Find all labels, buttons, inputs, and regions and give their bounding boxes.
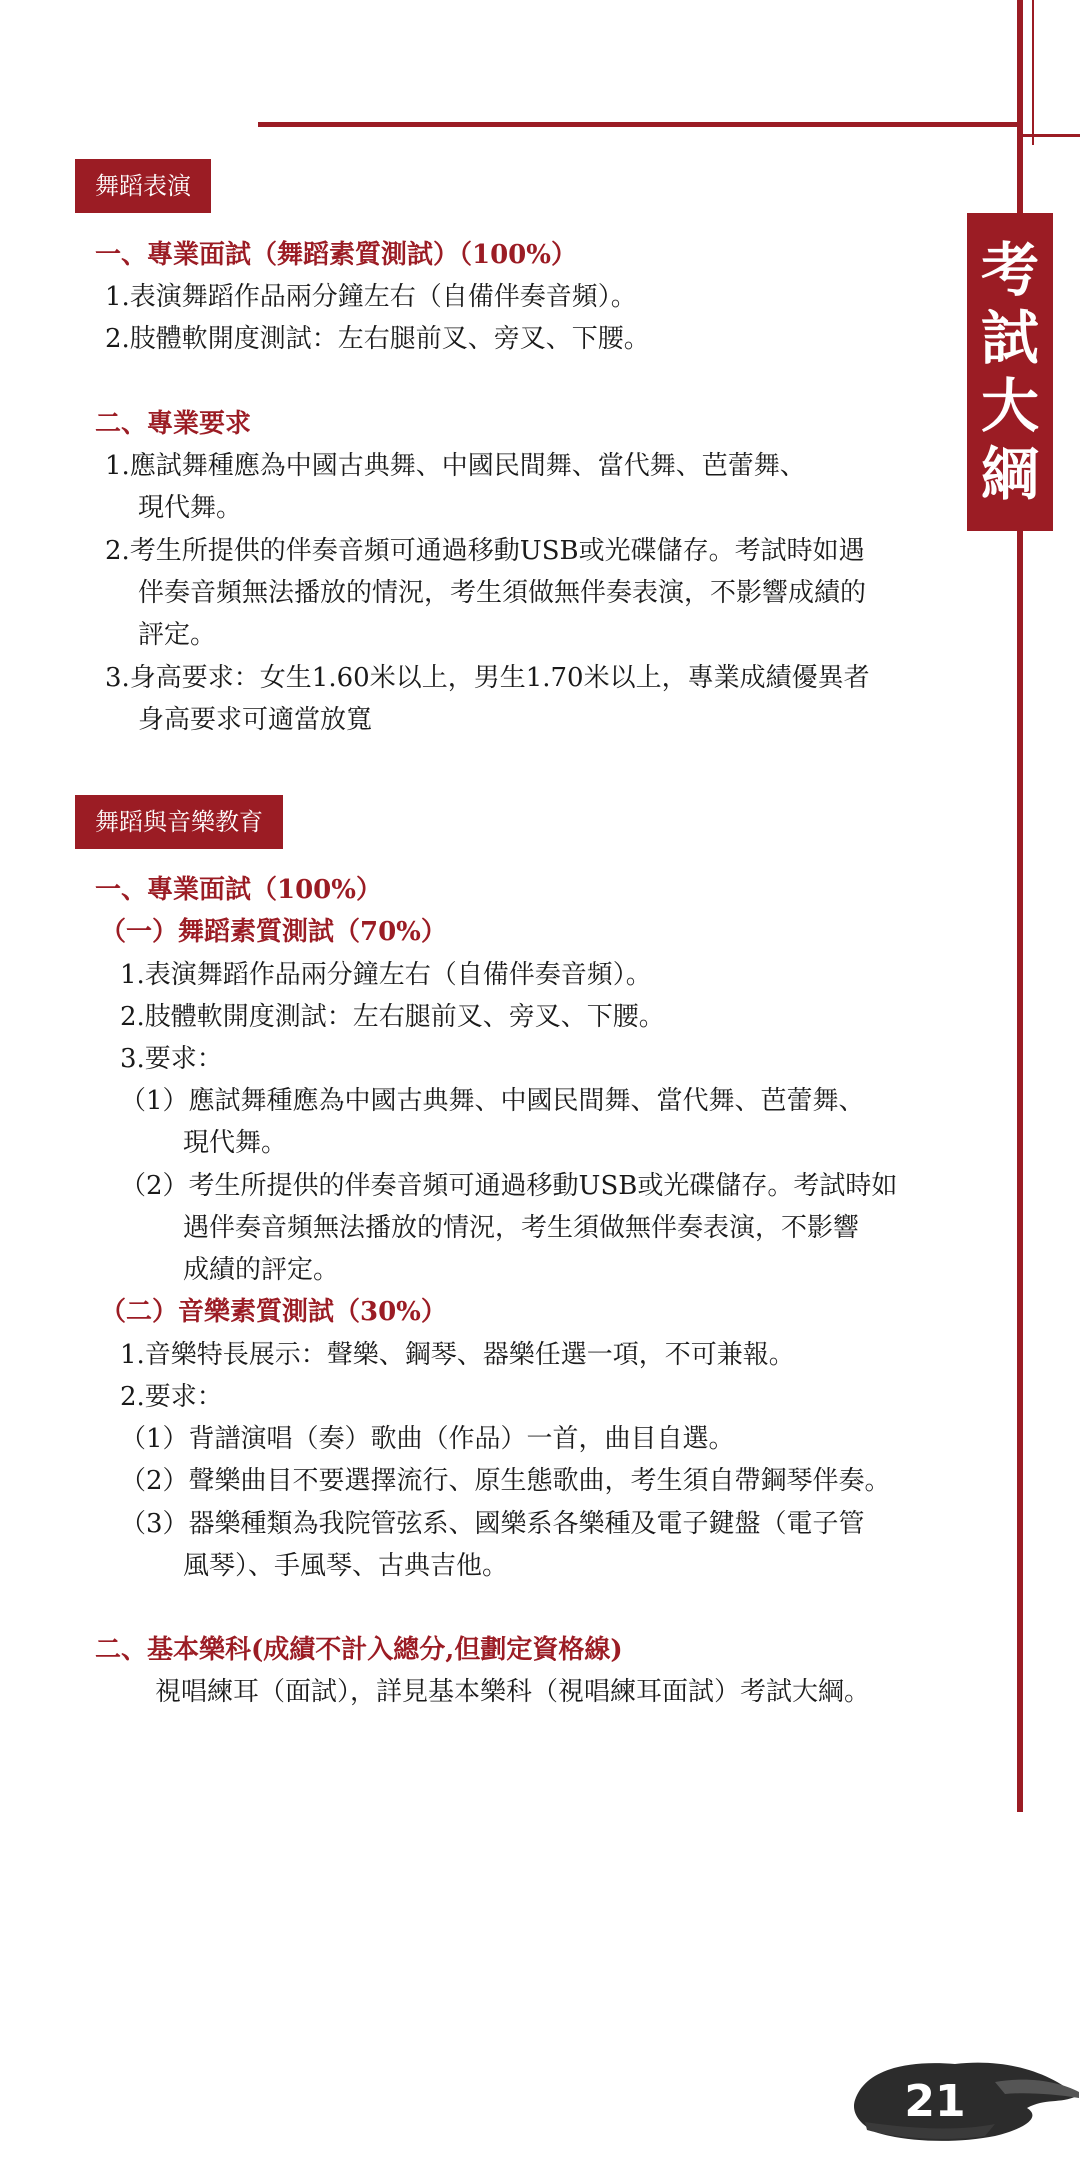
page-number: 21 bbox=[904, 2076, 966, 2127]
side-tab-exam-outline bbox=[967, 213, 1053, 531]
section2-line: （1）背譜演唱（奏）歌曲（作品）一首，曲目自選。 bbox=[120, 1424, 735, 1454]
section2-line: （3）器樂種類為我院管弦系、國樂系各樂種及電子鍵盤（電子管 bbox=[120, 1509, 865, 1539]
section2-line: （2）聲樂曲目不要選擇流行、原生態歌曲，考生須自帶鋼琴伴奏。 bbox=[120, 1466, 891, 1496]
section2-line: 現代舞。 bbox=[183, 1128, 288, 1158]
side-tab-char: 大 bbox=[980, 372, 1039, 440]
section2-heading-1: 一、專業面試（100%） bbox=[95, 875, 382, 905]
section2-line: 1.音樂特長展示：聲樂、鋼琴、器樂任選一項，不可兼報。 bbox=[120, 1340, 795, 1370]
top-right-rule bbox=[1022, 134, 1080, 137]
section2-heading-2: 二、基本樂科(成績不計入總分,但劃定資格線) bbox=[95, 1635, 623, 1665]
top-horizontal-rule bbox=[258, 122, 1022, 127]
section1-item: 2.肢體軟開度測試：左右腿前叉、旁叉、下腰。 bbox=[105, 324, 650, 354]
section1-line: 1.應試舞種應為中國古典舞、中國民間舞、當代舞、芭蕾舞、 bbox=[105, 451, 806, 481]
section1-line: 2.考生所提供的伴奏音頻可通過移動USB或光碟儲存。考試時如遇 bbox=[105, 536, 865, 566]
section1-heading-1: 一、專業面試（舞蹈素質測試）（100%） bbox=[95, 240, 577, 270]
section-tag-dance-music-education: 舞蹈與音樂教育 bbox=[75, 795, 283, 849]
section1-heading-2: 二、專業要求 bbox=[95, 409, 252, 439]
section1-item: 1.表演舞蹈作品兩分鐘左右（自備伴奏音頻）。 bbox=[105, 282, 637, 312]
right-thin-rule bbox=[1032, 0, 1034, 145]
side-tab-char: 考 bbox=[980, 236, 1039, 304]
section2-line: 風琴）、手風琴、古典吉他。 bbox=[183, 1551, 509, 1581]
section2-line: 2.肢體軟開度測試：左右腿前叉、旁叉、下腰。 bbox=[120, 1002, 665, 1032]
side-tab-char: 試 bbox=[980, 304, 1039, 372]
section1-line: 現代舞。 bbox=[138, 493, 243, 523]
section2-line: 遇伴奏音頻無法播放的情況，考生須做無伴奏表演，不影響 bbox=[183, 1213, 860, 1243]
section2-subheading-1: （一）舞蹈素質測試（70%） bbox=[100, 917, 447, 947]
section1-line: 身高要求可適當放寬 bbox=[138, 705, 373, 735]
section2-line: 視唱練耳（面試），詳見基本樂科（視唱練耳面試）考試大綱。 bbox=[155, 1677, 871, 1707]
section2-line: 成績的評定。 bbox=[183, 1255, 340, 1285]
section2-line: 2.要求： bbox=[120, 1382, 223, 1412]
section2-line: 3.要求： bbox=[120, 1044, 223, 1074]
section2-line: （1）應試舞種應為中國古典舞、中國民間舞、當代舞、芭蕾舞、 bbox=[120, 1086, 865, 1116]
side-tab-char: 綱 bbox=[980, 440, 1039, 508]
section2-subheading-2: （二）音樂素質測試（30%） bbox=[100, 1297, 447, 1327]
section1-line: 3.身高要求：女生1.60米以上，男生1.70米以上，專業成績優異者 bbox=[105, 663, 870, 693]
section1-line: 評定。 bbox=[138, 620, 217, 650]
section1-line: 伴奏音頻無法播放的情況，考生須做無伴奏表演，不影響成績的 bbox=[138, 578, 867, 608]
section2-line: （2）考生所提供的伴奏音頻可通過移動USB或光碟儲存。考試時如 bbox=[120, 1171, 898, 1201]
section2-line: 1.表演舞蹈作品兩分鐘左右（自備伴奏音頻）。 bbox=[120, 960, 652, 990]
section-tag-dance-performance: 舞蹈表演 bbox=[75, 159, 211, 213]
